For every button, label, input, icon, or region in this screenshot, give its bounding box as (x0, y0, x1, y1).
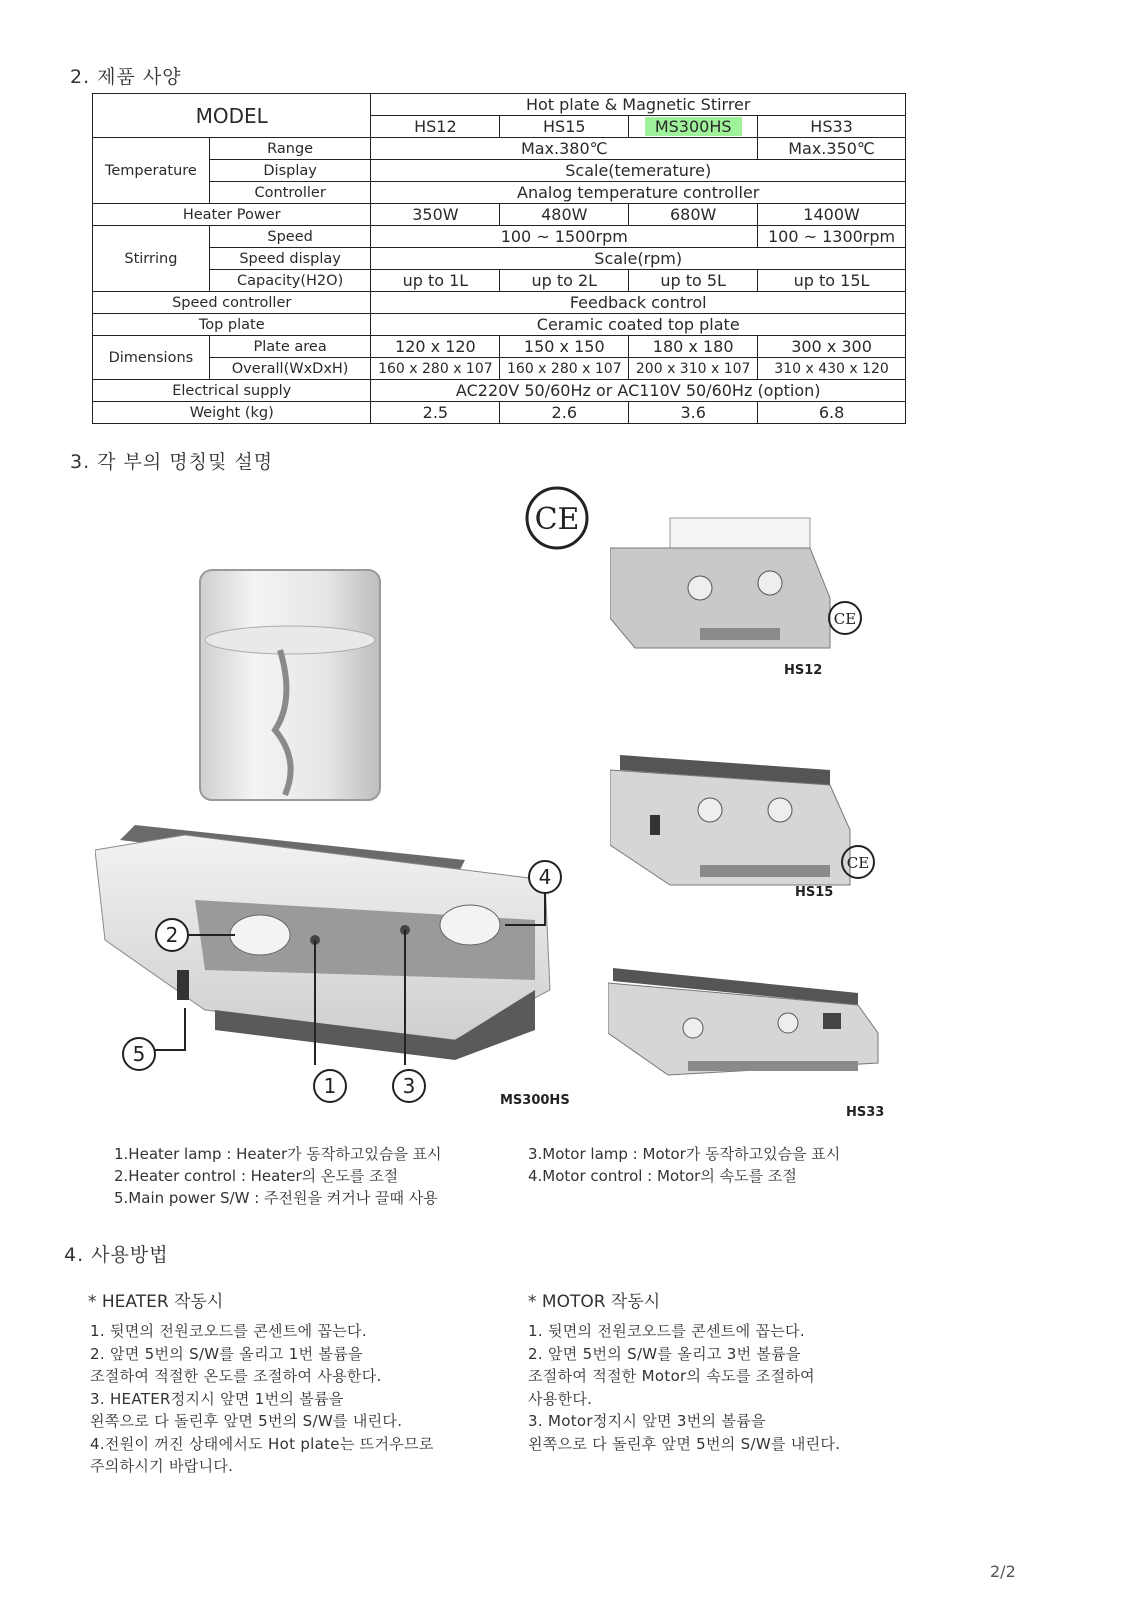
hs15-label: HS15 (795, 885, 834, 900)
hs12-photo (610, 508, 870, 658)
section-2-title: 2. 제품 사양 (70, 66, 182, 88)
heater-usage-steps (90, 1320, 510, 1478)
table-row (93, 226, 906, 248)
display-value: Scale(temerature) (371, 160, 906, 182)
heater-power-value: 1400W (758, 204, 906, 226)
weight-label: Weight (kg) (93, 402, 371, 424)
spec-table (92, 93, 906, 424)
heater-power-value: 480W (500, 204, 629, 226)
model-header: MODEL (93, 94, 371, 138)
table-row (93, 160, 906, 182)
ms300hs-photo (95, 560, 565, 1080)
list-item: 2. 앞면 5번의 S/W를 올리고 1번 볼륨을 (90, 1344, 363, 1363)
temperature-label: Temperature (93, 138, 210, 204)
table-row (93, 182, 906, 204)
capacity-value: up to 5L (629, 270, 758, 292)
list-item: 3.Motor lamp : Motor가 동작하고있슴을 표시 (528, 1145, 841, 1163)
list-item: 1. 뒷면의 전원코오드를 콘센트에 꼽는다. (90, 1322, 367, 1340)
svg-text:CE: CE (846, 854, 870, 872)
list-item: 2. 앞면 5번의 S/W를 올리고 3번 볼륨을 (528, 1344, 801, 1363)
speed-display-value: Scale(rpm) (371, 248, 906, 270)
plate-area-value: 120 x 120 (371, 336, 500, 358)
weight-value: 3.6 (629, 402, 758, 424)
display-label: Display (209, 160, 371, 182)
model-hs15: HS15 (500, 116, 629, 138)
callout-1: 1 (313, 1069, 347, 1103)
ce-mark-icon (524, 485, 590, 551)
plate-area-label: Plate area (209, 336, 371, 358)
table-row (93, 94, 906, 116)
plate-area-value: 300 x 300 (758, 336, 906, 358)
overall-value: 310 x 430 x 120 (758, 358, 906, 380)
speed-controller-label: Speed controller (93, 292, 371, 314)
water-surface (205, 626, 375, 654)
svg-text:CE: CE (534, 502, 580, 537)
weight-value: 2.5 (371, 402, 500, 424)
electrical-label: Electrical supply (93, 380, 371, 402)
ms300hs-label: MS300HS (500, 1093, 570, 1108)
motor-knob (440, 905, 500, 945)
list-item: 4.전원이 꺼진 상태에서도 Hot plate는 뜨거우므로 (90, 1434, 434, 1453)
top-plate-label: Top plate (93, 314, 371, 336)
hs33-label: HS33 (846, 1105, 885, 1120)
hs12-label: HS12 (784, 663, 823, 678)
weight-value: 6.8 (758, 402, 906, 424)
heater-power-value: 680W (629, 204, 758, 226)
section-3-title: 3. 각 부의 명칭및 설명 (70, 451, 274, 473)
range-label: Range (209, 138, 371, 160)
capacity-value: up to 15L (758, 270, 906, 292)
table-row (93, 204, 906, 226)
table-row (93, 402, 906, 424)
heater-power-label: Heater Power (93, 204, 371, 226)
heater-knob (230, 915, 290, 955)
table-row (93, 248, 906, 270)
power-switch (177, 970, 189, 1000)
list-item: 5.Main power S/W : 주전원을 켜거나 끌때 사용 (114, 1189, 438, 1207)
list-item: 사용한다. (528, 1389, 593, 1408)
list-item: 조절하여 적절한 온도를 조절하여 사용한다. (90, 1367, 382, 1385)
speed-value-b: 100 ~ 1300rpm (758, 226, 906, 248)
range-value-a: Max.380℃ (371, 138, 758, 160)
speed-value-a: 100 ~ 1500rpm (371, 226, 758, 248)
list-item: 1.Heater lamp : Heater가 동작하고있슴을 표시 (114, 1145, 442, 1163)
capacity-label: Capacity(H2O) (209, 270, 371, 292)
overall-value: 160 x 280 x 107 (500, 358, 629, 380)
model-ms300hs (629, 116, 758, 138)
section-4-title: 4. 사용방법 (64, 1244, 169, 1266)
list-item: 3. HEATER정지시 앞면 1번의 볼륨을 (90, 1389, 344, 1408)
callout-3: 3 (392, 1069, 426, 1103)
callout-2: 2 (155, 918, 189, 952)
overall-label: Overall(WxDxH) (209, 358, 371, 380)
electrical-value: AC220V 50/60Hz or AC110V 50/60Hz (option) (371, 380, 906, 402)
motor-usage-steps (528, 1320, 948, 1455)
list-item: 주의하시기 바랍니다. (90, 1457, 234, 1475)
controller-label: Controller (209, 182, 371, 204)
capacity-value: up to 1L (371, 270, 500, 292)
speed-controller-value: Feedback control (371, 292, 906, 314)
table-row (93, 380, 906, 402)
list-item: 1. 뒷면의 전원코오드를 콘센트에 꼽는다. (528, 1322, 805, 1340)
dimensions-label: Dimensions (93, 336, 210, 380)
plate-area-value: 180 x 180 (629, 336, 758, 358)
plate-area-value: 150 x 150 (500, 336, 629, 358)
parts-left (114, 1143, 504, 1209)
hs15-photo (610, 745, 880, 895)
stirring-label: Stirring (93, 226, 210, 292)
model-hs33: HS33 (758, 116, 906, 138)
speed-label: Speed (209, 226, 371, 248)
list-item: 3. Motor정지시 앞면 3번의 볼륨을 (528, 1412, 766, 1430)
list-item: 4.Motor control : Motor의 속도를 조절 (528, 1167, 797, 1185)
hs33-photo (608, 963, 888, 1081)
table-row (93, 138, 906, 160)
heater-usage-title: * HEATER 작동시 (88, 1292, 224, 1312)
capacity-value: up to 2L (500, 270, 629, 292)
callout-4: 4 (528, 860, 562, 894)
highlighted-model: MS300HS (645, 117, 742, 136)
range-value-b: Max.350℃ (758, 138, 906, 160)
list-item: 2.Heater control : Heater의 온도를 조절 (114, 1167, 399, 1185)
weight-value: 2.6 (500, 402, 629, 424)
table-row (93, 358, 906, 380)
svg-text:CE: CE (833, 610, 857, 628)
list-item: 조절하여 적절한 Motor의 속도를 조절하여 (528, 1367, 815, 1385)
speed-display-label: Speed display (209, 248, 371, 270)
table-row (93, 270, 906, 292)
table-row (93, 314, 906, 336)
controller-value: Analog temperature controller (371, 182, 906, 204)
list-item: 왼쪽으로 다 돌린후 앞면 5번의 S/W를 내린다. (528, 1434, 841, 1453)
top-plate-value: Ceramic coated top plate (371, 314, 906, 336)
table-row (93, 292, 906, 314)
page-number: 2/2 (990, 1562, 1016, 1581)
overall-value: 200 x 310 x 107 (629, 358, 758, 380)
table-row (93, 336, 906, 358)
callout-5: 5 (122, 1037, 156, 1071)
parts-right (528, 1143, 918, 1187)
motor-usage-title: * MOTOR 작동시 (528, 1292, 661, 1312)
list-item: 왼쪽으로 다 돌린후 앞면 5번의 S/W를 내린다. (90, 1412, 403, 1430)
overall-value: 160 x 280 x 107 (371, 358, 500, 380)
model-hs12: HS12 (371, 116, 500, 138)
heater-power-value: 350W (371, 204, 500, 226)
product-name: Hot plate & Magnetic Stirrer (371, 94, 906, 116)
